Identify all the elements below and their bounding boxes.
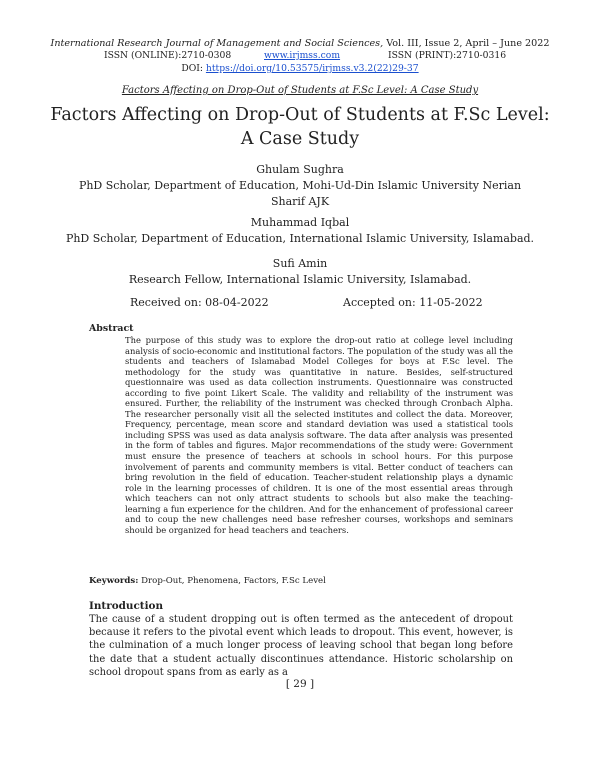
author-name: Muhammad Iqbal	[250, 216, 350, 229]
author-block-3	[0, 256, 600, 288]
journal-volume: Vol. III, Issue 2, April – June 2022	[386, 38, 550, 49]
doi-label: DOI:	[181, 63, 203, 74]
title-line-1: Factors Affecting on Drop-Out of Students at F.Sc Level:	[50, 105, 550, 125]
issn-line	[0, 50, 600, 62]
keywords-text: Drop-Out, Phenomena, Factors, F.Sc Level	[141, 576, 326, 586]
dates-line	[0, 296, 600, 310]
author-name: Sufi Amin	[272, 257, 328, 270]
keywords-line	[89, 576, 326, 586]
author-affiliation: PhD Scholar, Department of Education, Mohi-Ud-Din Islamic University Nerian	[78, 179, 522, 192]
issn-online: ISSN (ONLINE):2710-0308	[104, 50, 232, 61]
author-affiliation: PhD Scholar, Department of Education, International Islamic University, Islamabad.	[65, 232, 535, 245]
abstract-text: The purpose of this study was to explore the drop-out ratio at college level including analysis of socio-economic and institutional factors. The population of the study was all the students and teachers of Islamabad Model Colleges for boys at F.Sc level. The methodology for the study was quantitative in nature. Besides, self-structured questionnaire was used as data collection instruments. Questionnaire was constructed according to five point Likert Scale. The validity and reliability of the instrument was ensured. Further, the reliability of the instrument was checked through Cronbach Alpha. The researcher personally visit all the selected institutes and collect the data. Moreover, Frequency, percentage, mean score and standard deviation was used a statistical tools including SPSS was used as data analysis software. The data after analysis was presented in the form of tables and figures. Major recommendations of the study were: Government must ensure the presence of teachers at schools in school hours. For this purpose involvement of parents and community members is vital. Better conduct of teachers can bring revolution in the field of education. Teacher-student relationship plays a dynamic role in the learning processes of children. It is one of the most essential areas through which teachers can not only attract students to schools but also make the teaching-learning a fun experience for the children. And for the enhancement of professional career and to coup the new challenges need base refresher courses, workshops and seminars should be organized for head teachers and teachers.	[125, 335, 513, 535]
accepted-date: Accepted on: 11-05-2022	[343, 296, 483, 309]
doi-line	[0, 63, 600, 74]
running-title: Factors Affecting on Drop-Out of Students at F.Sc Level: A Case Study	[121, 85, 479, 96]
website-link[interactable]: www.irjmss.com	[264, 50, 341, 61]
doi-link[interactable]: https://doi.org/10.53575/irjmss.v3.2(22)29-37	[205, 63, 419, 74]
author-name: Ghulam Sughra	[256, 163, 344, 176]
received-date: Received on: 08-04-2022	[130, 296, 269, 309]
journal-name: International Research Journal of Management and Social Sciences,	[50, 38, 384, 49]
author-block-1	[0, 162, 600, 210]
journal-header	[0, 38, 600, 49]
introduction-text: The cause of a student dropping out is often termed as the antecedent of dropout because it refers to the pivotal event which leads to dropout. This event, however, is the culmination of a much longer process of leaving school that began long before the date that a student actually discontinues attendance. Historic scholarship on school dropout spans from as early as a	[89, 614, 513, 678]
abstract-heading: Abstract	[89, 323, 134, 334]
title-line-2: A Case Study	[240, 129, 360, 149]
author-block-2	[0, 215, 600, 247]
paper-title	[0, 103, 600, 151]
page-number: [ 29 ]	[285, 678, 315, 690]
author-affiliation: Research Fellow, International Islamic University, Islamabad.	[128, 273, 472, 286]
author-affiliation-cont: Sharif AJK	[270, 195, 330, 208]
keywords-label: Keywords:	[89, 576, 139, 586]
introduction-heading: Introduction	[89, 600, 163, 612]
issn-print: ISSN (PRINT):2710-0316	[388, 50, 507, 61]
